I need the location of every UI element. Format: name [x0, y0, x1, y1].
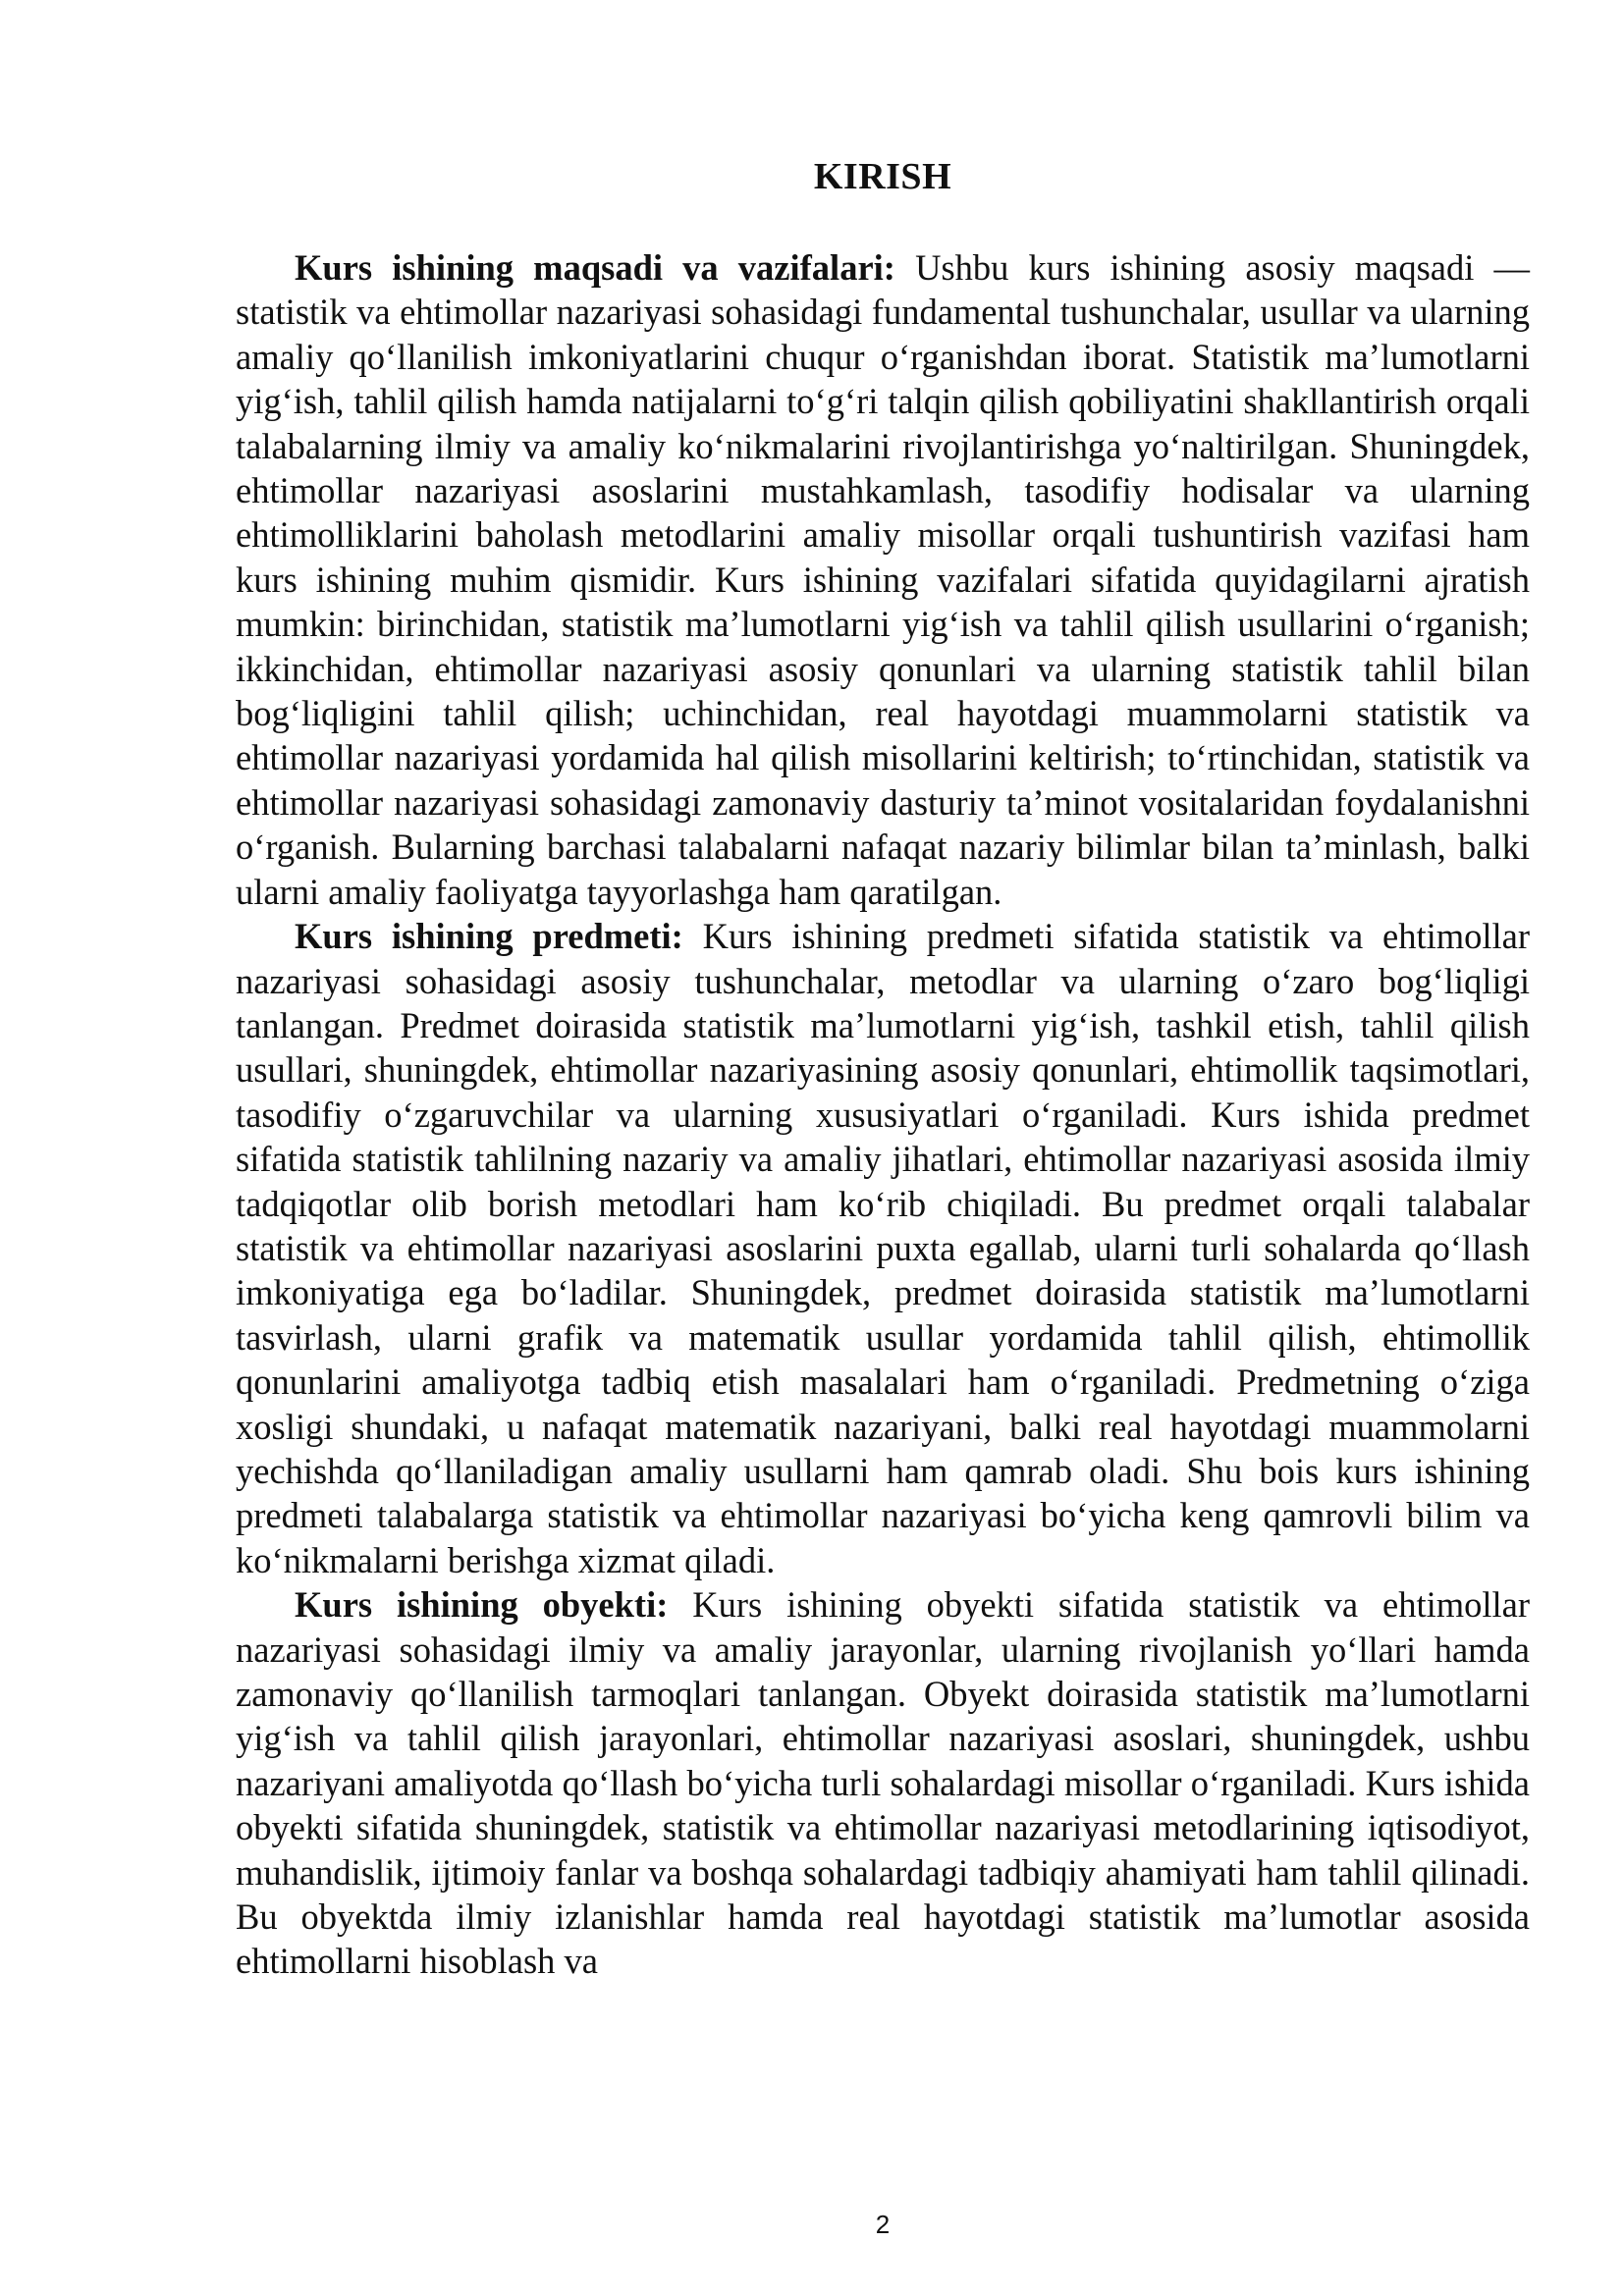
paragraph-lead: Kurs ishining predmeti:: [295, 916, 683, 957]
paragraph-maqsad: [236, 245, 1530, 914]
paragraph-text: Ushbu kurs ishining asosiy maqsadi — statistik va ehtimollar nazariyasi sohasidagi fundamental tushunchalar, usullar va ularning amaliy qo‘llanilish imkoniyatlarini chuqur o‘rganishdan iborat. Statistik ma’lumotlarni yig‘ish, tahlil qilish hamda natijalarni to‘g‘ri talqin qilish qobiliyatini shakllantirish orqali talabalarning ilmiy va amaliy ko‘nikmalarini rivojlantirishga yo‘naltirilgan. Shuningdek, ehtimollar nazariyasi asoslarini mustahkamlash, tasodifiy hodisalar va ularning ehtimolliklarini baholash metodlarini amaliy misollar orqali tushuntirish vazifasi ham kurs ishining muhim qismidir. Kurs ishining vazifalari sifatida quyidagilarni ajratish mumkin: birinchidan, statistik ma’lumotlarni yig‘ish va tahlil qilish usullarini o‘rganish; ikkinchidan, ehtimollar nazariyasi asosiy qonunlari va ularning statistik tahlil bilan bog‘liqligini tahlil qilish; uchinchidan, real hayotdagi muammolarni statistik va ehtimollar nazariyasi yordamida hal qilish misollarini keltirish; to‘rtinchidan, statistik va ehtimollar nazariyasi sohasidagi zamonaviy dasturiy ta’minot vositalaridan foydalanishni o‘rganish. Bularning barchasi talabalarni nafaqat nazariy bilimlar bilan ta’minlash, balki ularni amaliy faoliyatga tayyorlashga ham qaratilgan.: [236, 247, 1531, 912]
paragraph-lead: Kurs ishining obyekti:: [295, 1584, 669, 1626]
page-number: 2: [875, 2210, 891, 2239]
paragraph-text: Kurs ishining predmeti sifatida statistik va ehtimollar nazariyasi sohasidagi asosiy tushunchalar, metodlar va ularning o‘zaro bog‘liqligi tanlangan. Predmet doirasida statistik ma’lumotlarni yig‘ish, tashkil etish, tahlil qilish usullari, shuningdek, ehtimollar nazariyasining asosiy qonunlari, ehtimollik taqsimotlari, tasodifiy o‘zgaruvchilar va ularning xususiyatlari o‘rganiladi. Kurs ishida predmet sifatida statistik tahlilning nazariy va amaliy jihatlari, ehtimollar nazariyasi asosida ilmiy tadqiqotlar olib borish metodlari ham ko‘rib chiqiladi. Bu predmet orqali talabalar statistik va ehtimollar nazariyasi asoslarini puxta egallab, ularni turli sohalarda qo‘llash imkoniyatiga ega bo‘ladilar. Shuningdek, predmet doirasida statistik ma’lumotlarni tasvirlash, ularni grafik va matematik usullar yordamida tahlil qilish, ehtimollik qonunlarini amaliyotga tadbiq etish masalalari ham o‘rganiladi. Predmetning o‘ziga xosligi shundaki, u nafaqat matematik nazariyani, balki real hayotdagi muammolarni yechishda qo‘llaniladigan amaliy usullarni ham qamrab oladi. Shu bois kurs ishining predmeti talabalarga statistik va ehtimollar nazariyasi bo‘yicha keng qamrovli bilim va ko‘nikmalarni berishga xizmat qiladi.: [236, 916, 1530, 1580]
paragraph-lead: Kurs ishining maqsadi va vazifalari:: [295, 247, 895, 288]
page-title: KIRISH: [813, 156, 952, 197]
paragraph-obyekt: [236, 1582, 1530, 1984]
body-text: [236, 245, 1530, 1984]
paragraph-text: Kurs ishining obyekti sifatida statistik va ehtimollar nazariyasi sohasidagi ilmiy va amaliy jarayonlar, ularning rivojlanish yo‘llari hamda zamonaviy qo‘llanilish tarmoqlari tanlangan. Obyekt doirasida statistik ma’lumotlarni yig‘ish va tahlil qilish jarayonlari, ehtimollar nazariyasi asoslari, shuningdek, ushbu nazariyani amaliyotda qo‘llash bo‘yicha turli sohalardagi misollar o‘rganiladi. Kurs ishida obyekti sifatida shuningdek, statistik va ehtimollar nazariyasi metodlarining iqtisodiyot, muhandislik, ijtimoiy fanlar va boshqa sohalardagi tadbiqiy ahamiyati ham tahlil qilinadi. Bu obyektda ilmiy izlanishlar hamda real hayotdagi statistik ma’lumotlar asosida ehtimollarni hisoblash va: [236, 1584, 1531, 1982]
document-page: [236, 0, 1530, 2296]
paragraph-predmet: [236, 914, 1530, 1582]
